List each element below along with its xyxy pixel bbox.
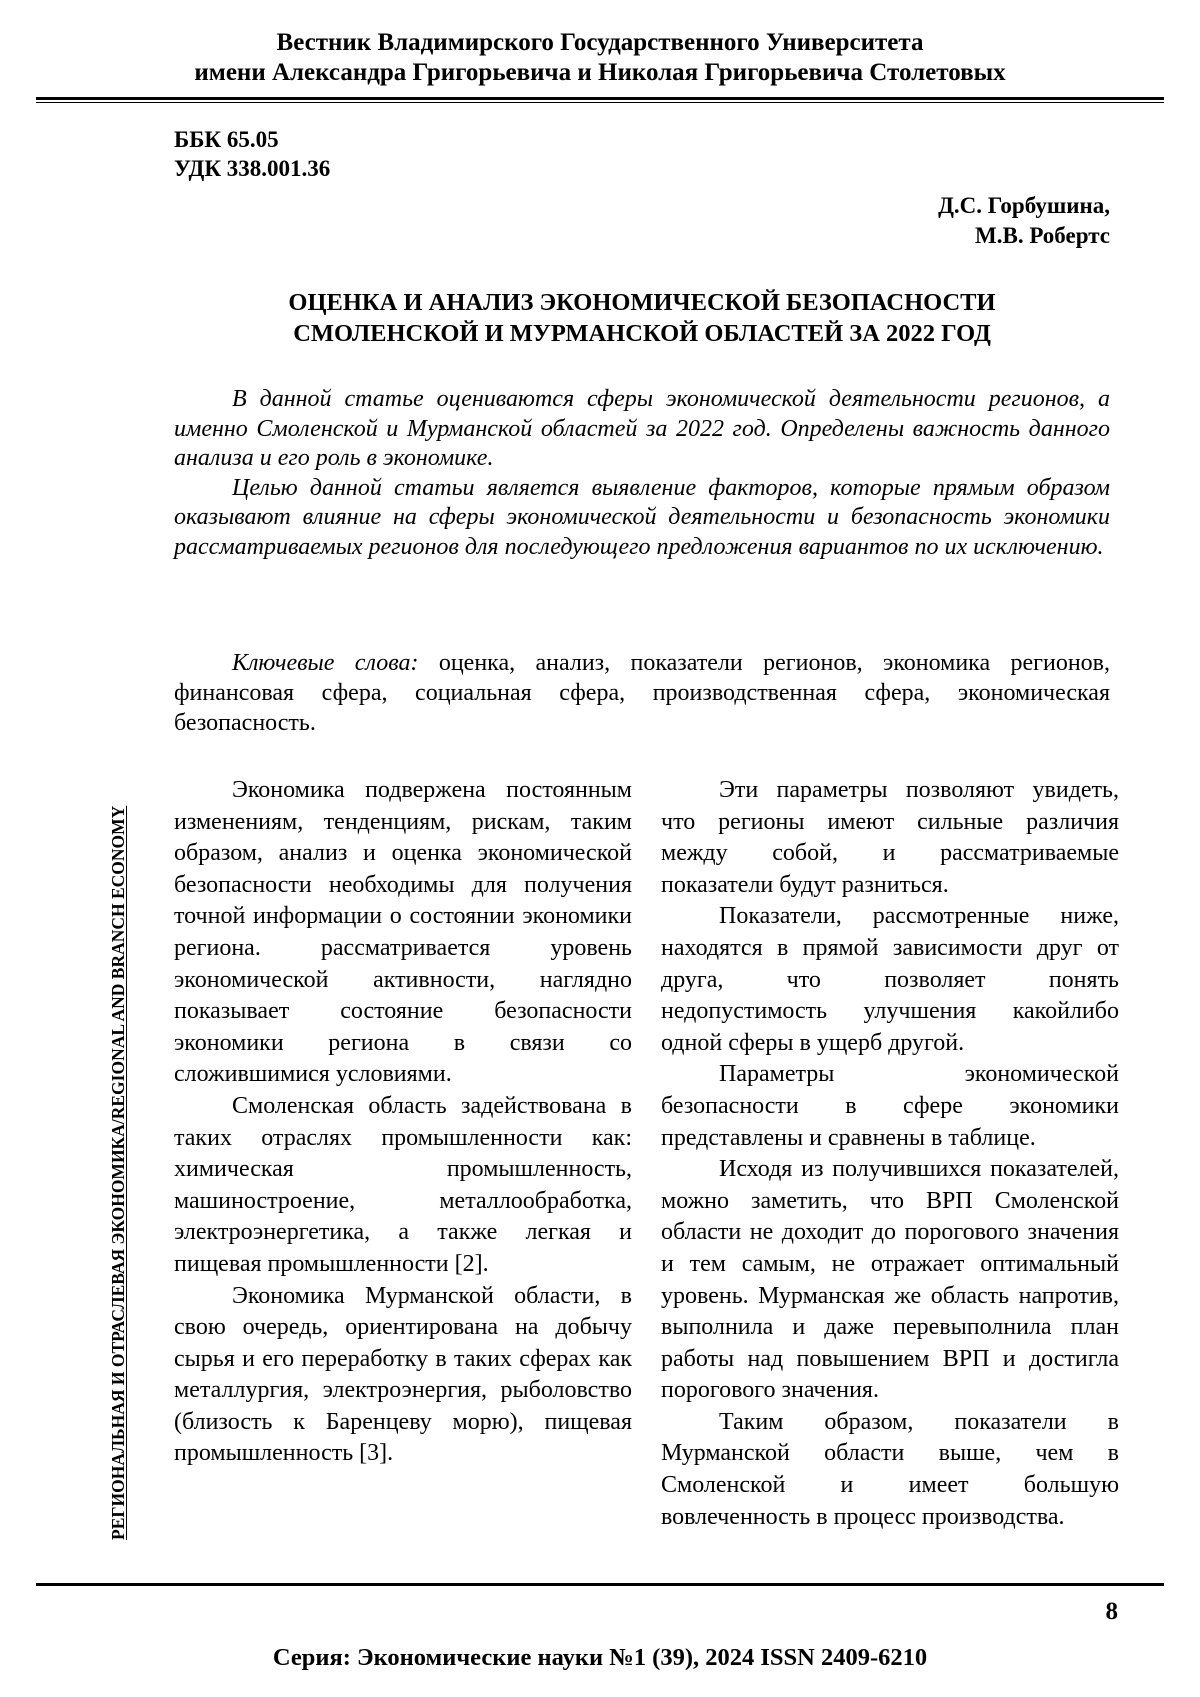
body-paragraph: Экономика подвержена постоянным изменениям, тенденциям, рискам, таким образом, анализ и оценка экономической безопасности необходимы для получения точной информации о состоянии экономики региона. рассматривается уровень экономической активности, наглядно показывает состояние безопасности экономики региона в связи со сложившимися условиями. [174,777,632,1088]
article-title-line1: ОЦЕНКА И АНАЛИЗ ЭКОНОМИЧЕСКОЙ БЕЗОПАСНОСТИ [288,289,996,316]
body-paragraph: Таким образом, показатели в Мурманской области выше, чем в Смоленской и имеет большую вовлеченность в процесс производства. [661,1408,1119,1530]
body-column-right [661,775,1119,1533]
body-paragraph: Показатели, рассмотренные ниже, находятся в прямой зависимости друг от друга, что позволяет понять недопустимость улучшения какойлибо одной сферы в ущерб другой. [661,903,1119,1056]
footer-rule [36,1583,1164,1586]
body-paragraph: Параметры экономической безопасности в сфере экономики представлены и сравнены в таблице. [661,1061,1119,1151]
series-footer: Серия: Экономические науки №1 (39), 2024 ISSN 2409-6210 [272,1644,928,1671]
journal-header [0,28,1200,88]
keywords-text: оценка, анализ, показатели регионов, экономика регионов, финансовая сфера, социальная сфера, производственная сфера, экономическая безопасность. [174,650,1111,736]
author-1: Д.С. Горбушина, [938,193,1110,218]
udk-code: УДК 338.001.36 [174,156,331,181]
body-column-left [174,775,632,1470]
abstract-paragraph: В данной статье оцениваются сферы экономической деятельности регионов, а именно Смоленской и Мурманской областей за 2022 год. Определены важность данного анализа и его роль в экономике. [174,386,1110,471]
bbk-code: ББК 65.05 [174,127,279,152]
header-rule-thin [36,102,1164,103]
body-paragraph: Экономика Мурманской области, в свою очередь, ориентирована на добычу сырья и его переработку в таких сферах как металлургия, электроэнергия, рыболовство (близость к Баренцеву морю), пищевая промышленность [3]. [174,1282,632,1467]
authors [938,191,1110,251]
article-title [174,287,1110,349]
abstract-paragraph: Целью данной статьи является выявление факторов, которые прямым образом оказывают влияние на сферы экономической деятельности и безопасность экономики рассматриваемых регионов для последующего предложения вариантов по их исключению. [174,474,1110,560]
body-paragraph: Исходя из получившихся показателей, можно заметить, что ВРП Смоленской области не доходит до порогового значения и тем самым, не отражает оптимальный уровень. Мурманская же область напротив, выполнила и даже перевыполнила план работы над повышением ВРП и достигла порогового значения. [661,1156,1119,1404]
body-paragraph: Смоленская область задействована в таких отраслях промышленности как: химическая промышленность, машиностроение, металлообработка, электроэнергетика, а также легкая и пищевая промышленности [2]. [174,1092,632,1277]
journal-title-line2: имени Александра Григорьевича и Николая Григорьевича Столетовых [194,59,1006,86]
author-2: М.В. Робертс [975,223,1110,248]
article-title-line2: СМОЛЕНСКОЙ И МУРМАНСКОЙ ОБЛАСТЕЙ ЗА 2022 ГОД [293,320,991,347]
header-rule-thick [36,97,1164,100]
classification-codes [174,125,330,183]
side-section-label: РЕГИОНАЛЬНАЯ И ОТРАСЛЕВАЯ ЭКОНОМИКА/REGIONAL AND BRANCH ECONOMY [108,805,128,1540]
journal-title-line1: Вестник Владимирского Государственного Университета [276,29,924,56]
keywords [174,648,1110,738]
body-paragraph: Эти параметры позволяют увидеть, что регионы имеют сильные различия между собой, и рассматриваемые показатели будут разниться. [661,777,1119,898]
abstract [174,385,1110,562]
keywords-label: Ключевые слова: [232,650,419,676]
page-number: 8 [1105,1598,1118,1625]
